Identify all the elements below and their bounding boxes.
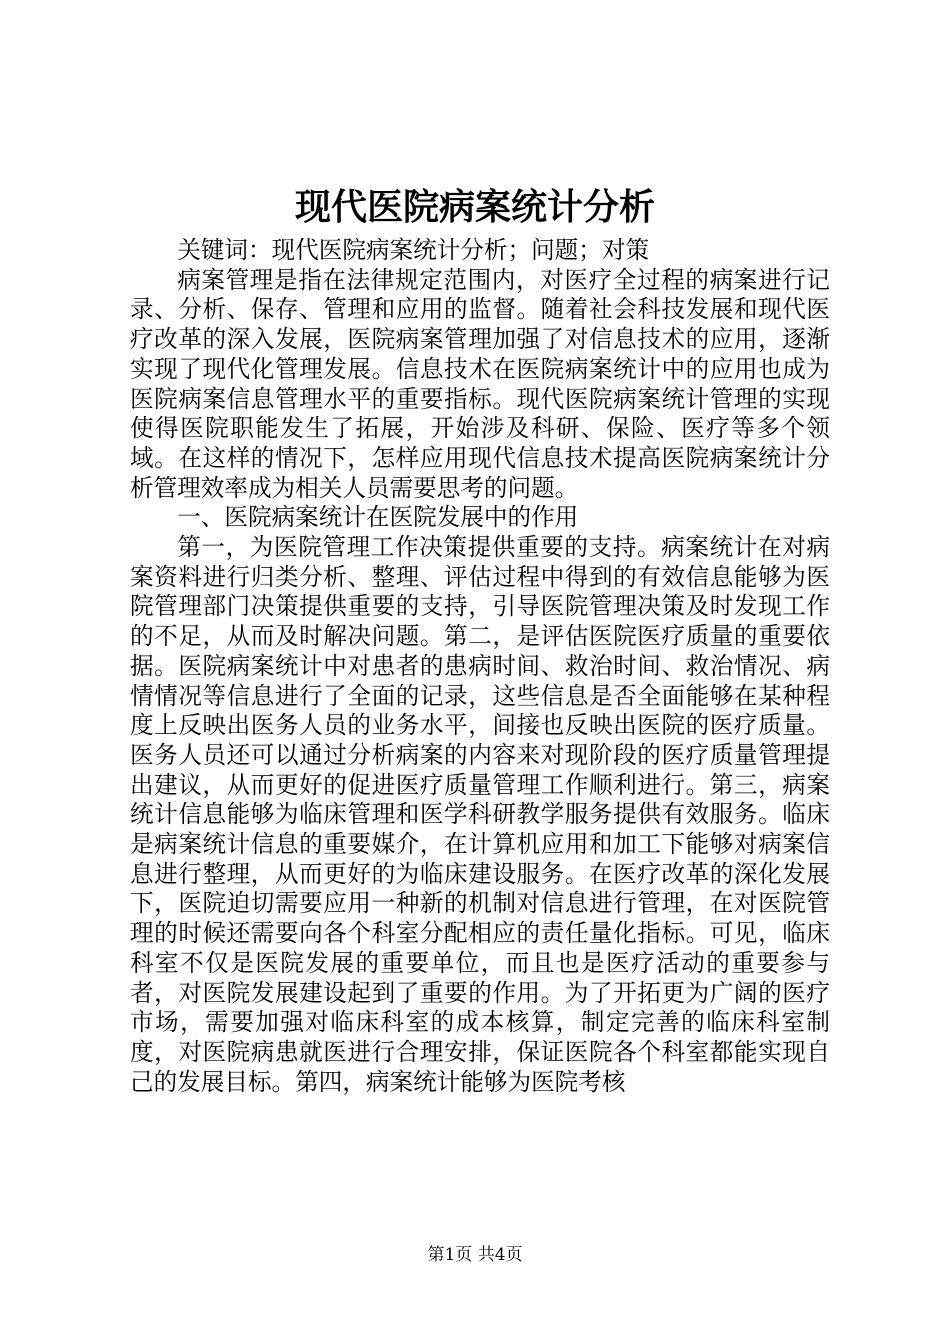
document-title: 现代医院病案统计分析 xyxy=(294,186,655,228)
page-number-footer: 第1页 共4页 xyxy=(427,1245,523,1265)
keywords-line: 关键词：现代医院病案统计分析；问题；对策 xyxy=(177,236,650,264)
paragraph-intro: 病案管理是指在法律规定范围内，对医疗全过程的病案进行记录、分析、保存、管理和应用的监督。随着社会科技发展和现代医疗改革的深入发展，医院病案管理加强了对信息技术的应用，逐渐实现了现代化管理发展。信息技术在医院病案统计中的应用也成为医院病案信息管理水平的重要指标。现代医院病案统计管理的实现使得医院职能发生了拓展，开始涉及科研、保险、医疗等多个领域。在这样的情况下，怎样应用现代信息技术提高医院病案统计分析管理效率成为相关人员需要思考的问题。 xyxy=(130,265,830,502)
document-body xyxy=(130,236,830,1097)
paragraph-section-one: 第一，为医院管理工作决策提供重要的支持。病案统计在对病案资料进行归类分析、整理、评估过程中得到的有效信息能够为医院管理部门决策提供重要的支持，引导医院管理决策及时发现工作的不足，从而及时解决问题。第二，是评估医院医疗质量的重要依据。医院病案统计中对患者的患病时间、救治时间、救治情况、病情情况等信息进行了全面的记录，这些信息是否全面能够在某种程度上反映出医务人员的业务水平，间接也反映出医院的医疗质量。医务人员还可以通过分析病案的内容来对现阶段的医疗质量管理提出建议，从而更好的促进医疗质量管理工作顺利进行。第三，病案统计信息能够为临床管理和医学科研教学服务提供有效服务。临床是病案统计信息的重要媒介，在计算机应用和加工下能够对病案信息进行整理，从而更好的为临床建设服务。在医疗改革的深化发展下，医院迫切需要应用一种新的机制对信息进行管理，在对医院管理的时候还需要向各个科室分配相应的责任量化指标。可见，临床科室不仅是医院发展的重要单位，而且也是医疗活动的重要参与者，对医院发展建设起到了重要的作用。为了开拓更为广阔的医疗市场，需要加强对临床科室的成本核算，制定完善的临床科室制度，对医院病患就医进行合理安排，保证医院各个科室都能实现自己的发展目标。第四，病案统计能够为医院考核 xyxy=(130,533,830,1096)
section-heading: 一、医院病案统计在医院发展中的作用 xyxy=(177,503,579,532)
